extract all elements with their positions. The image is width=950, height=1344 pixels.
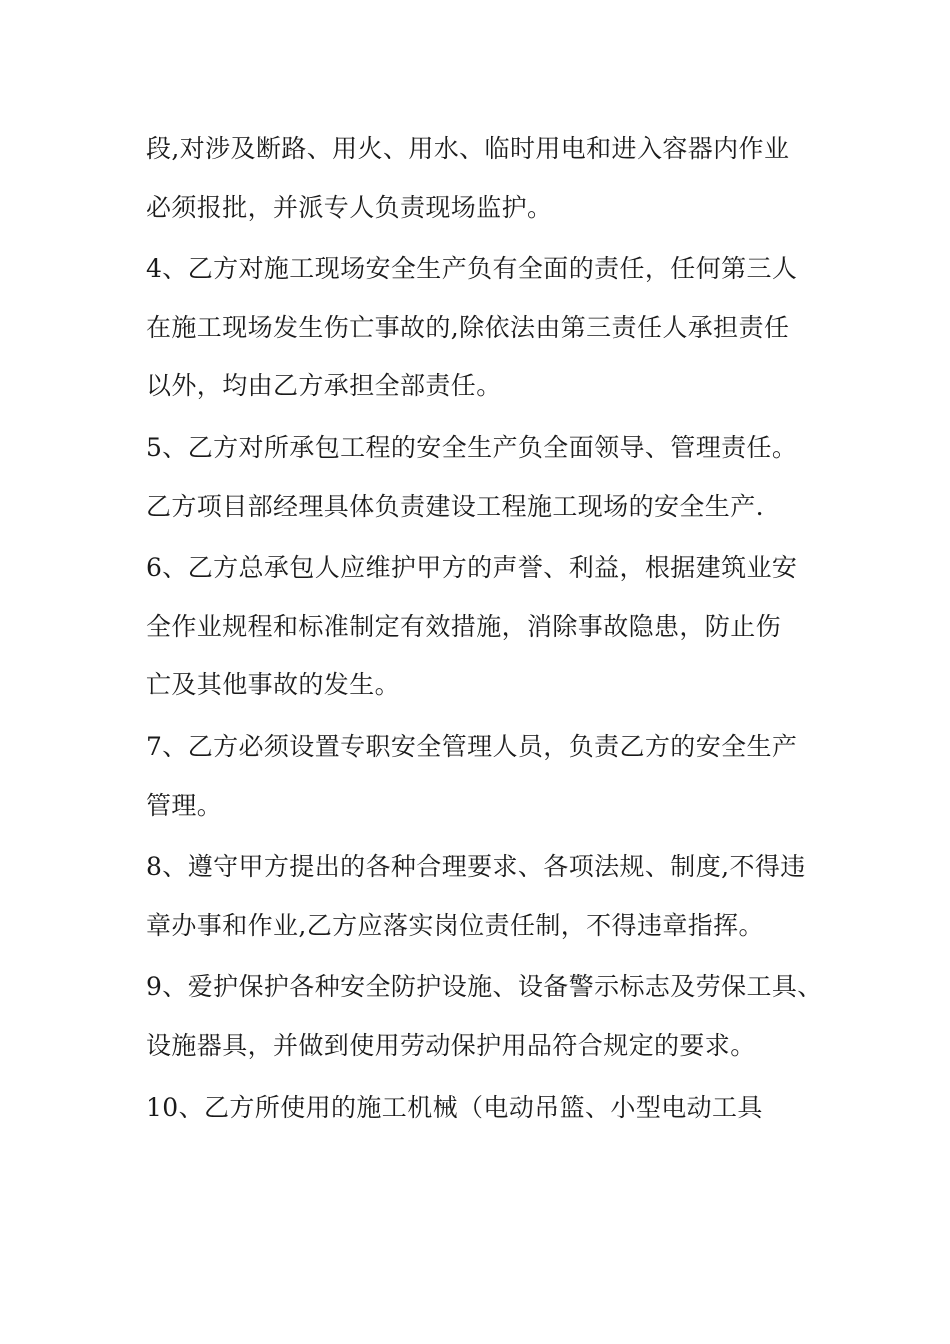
text-line: 7、乙方必须设置专职安全管理人员，负责乙方的安全生产 [146, 731, 798, 761]
paragraph [146, 958, 826, 1075]
text-line: 乙方项目部经理具体负责建设工程施工现场的安全生产. [146, 491, 764, 521]
text-line: 章办事和作业,乙方应落实岗位责任制，不得违章指挥。 [146, 910, 764, 940]
document-body [146, 120, 826, 1137]
paragraph [146, 718, 826, 835]
paragraph [146, 539, 826, 715]
text-line: 在施工现场发生伤亡事故的,除依法由第三责任人承担责任 [146, 312, 790, 342]
text-line: 6、乙方总承包人应维护甲方的声誉、利益，根据建筑业安 [146, 553, 798, 583]
text-line: 10、乙方所使用的施工机械（电动吊篮、小型电动工具 [146, 1092, 763, 1122]
text-line: 8、遵守甲方提出的各种合理要求、各项法规、制度,不得违 [146, 852, 806, 882]
text-line: 设施器具，并做到使用劳动保护用品符合规定的要求。 [146, 1030, 756, 1060]
text-line: 5、乙方对所承包工程的安全生产负全面领导、管理责任。 [146, 432, 798, 462]
text-line: 以外，均由乙方承担全部责任。 [146, 371, 502, 401]
text-line: 段,对涉及断路、用火、用水、临时用电和进入容器内作业 [146, 134, 790, 163]
paragraph [146, 1079, 826, 1138]
text-line: 4、乙方对施工现场安全生产负有全面的责任，任何第三人 [146, 254, 798, 284]
text-line: 亡及其他事故的发生。 [146, 670, 401, 700]
text-line: 全作业规程和标准制定有效措施，消除事故隐患，防止伤 [146, 611, 782, 641]
text-line: 必须报批，并派专人负责现场监护。 [146, 192, 553, 222]
paragraph [146, 240, 826, 416]
text-line: 管理。 [146, 790, 223, 820]
text-line: 9、爱护保护各种安全防护设施、设备警示标志及劳保工具、 [146, 972, 823, 1002]
paragraph [146, 838, 826, 955]
paragraph [146, 419, 826, 536]
paragraph [146, 120, 826, 237]
